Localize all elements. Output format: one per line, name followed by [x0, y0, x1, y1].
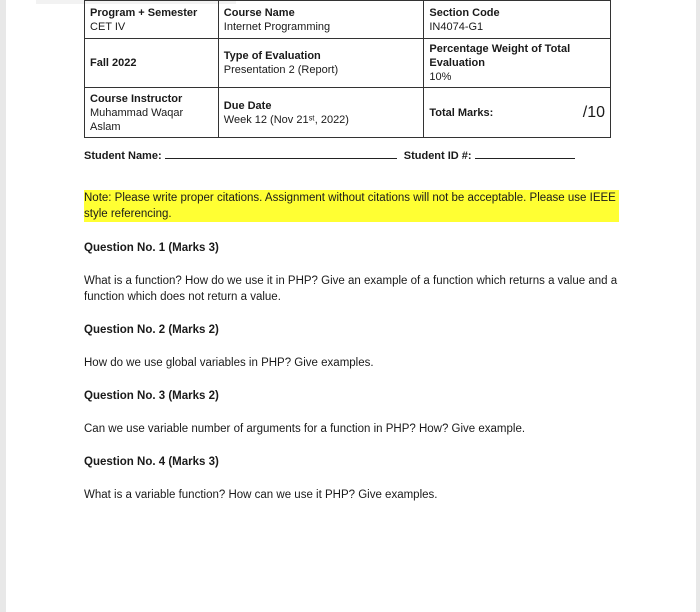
instructor-cell	[85, 88, 219, 138]
course-value: Internet Programming	[223, 20, 331, 33]
student-name-blank[interactable]	[165, 148, 397, 159]
student-id-label: Student ID #:	[403, 150, 472, 162]
section-label: Section Code	[429, 6, 500, 19]
citation-note-text: Note: Please write proper citations. Assignment without citations will not be acceptable. Please use IEEE style referencing.	[84, 192, 616, 220]
program-value: CET IV	[90, 20, 126, 33]
table-row	[85, 1, 611, 39]
due-date-value: Week 12 (Nov 21ˢᵗ, 2022)	[223, 113, 349, 126]
total-marks-cell	[424, 88, 611, 138]
question-2-title: Question No. 2 (Marks 2)	[84, 324, 219, 336]
question-3-title: Question No. 3 (Marks 2)	[84, 390, 219, 402]
document-page	[6, 0, 696, 612]
table-row	[85, 88, 611, 138]
program-cell	[85, 1, 219, 39]
student-info-line	[84, 148, 624, 162]
course-label: Course Name	[223, 6, 295, 19]
question-3-text: Can we use variable number of arguments for a function in PHP? How? Give example.	[84, 423, 526, 435]
evaluation-label: Type of Evaluation	[223, 50, 321, 62]
question-1-title: Question No. 1 (Marks 3)	[84, 242, 219, 254]
semester-value: Fall 2022	[90, 57, 137, 69]
citation-note	[84, 190, 619, 222]
student-name-label: Student Name:	[84, 150, 162, 162]
due-date-label: Due Date	[223, 99, 272, 112]
instructor-label: Course Instructor	[90, 92, 183, 105]
instructor-value: Muhammad Waqar Aslam	[90, 106, 184, 133]
table-row	[85, 39, 611, 88]
total-marks-row	[429, 103, 605, 121]
question-4-title: Question No. 4 (Marks 3)	[84, 456, 219, 468]
course-cell	[218, 1, 424, 39]
weight-value: 10%	[429, 71, 452, 83]
student-id-blank[interactable]	[475, 148, 575, 159]
semester-cell	[85, 39, 219, 88]
weight-label: Percentage Weight of Total Evaluation	[429, 43, 571, 69]
total-marks-value: /10	[582, 103, 605, 121]
course-info-table	[84, 0, 611, 138]
total-marks-label: Total Marks:	[429, 106, 494, 119]
due-date-cell	[218, 88, 424, 138]
question-2-text: How do we use global variables in PHP? Give examples.	[84, 357, 374, 369]
section-value: IN4074-G1	[429, 20, 484, 33]
assignment-content	[84, 190, 619, 520]
evaluation-value: Presentation 2 (Report)	[223, 64, 339, 76]
evaluation-cell	[218, 39, 424, 88]
question-1-text: What is a function? How do we use it in PHP? Give an example of a function which returns a value and a function which does not return a value.	[84, 275, 618, 303]
question-4-text: What is a variable function? How can we use it PHP? Give examples.	[84, 489, 438, 501]
section-cell	[424, 1, 611, 39]
weight-cell	[424, 39, 611, 88]
program-label: Program + Semester	[90, 6, 198, 19]
